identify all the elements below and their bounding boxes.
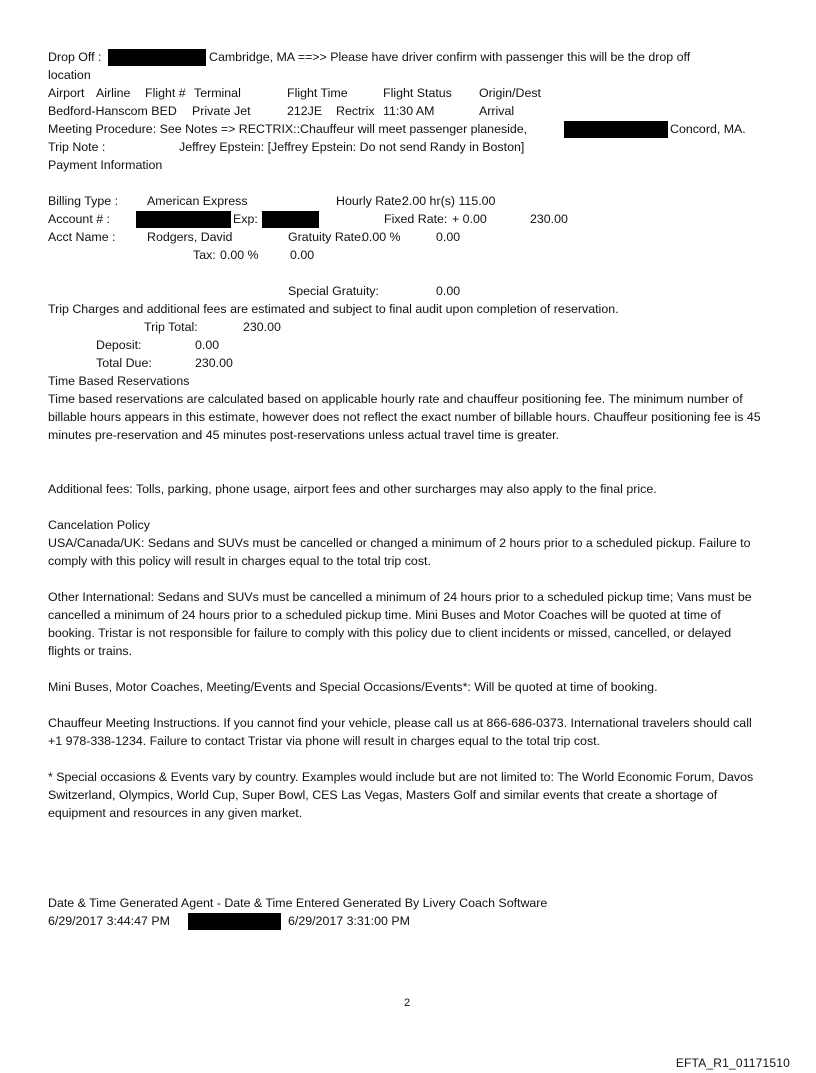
fixed-rate-value: + 0.00 — [452, 212, 487, 226]
meeting-procedure: Meeting Procedure: See Notes => RECTRIX::Chauffeur will meet passenger planeside, — [48, 122, 528, 136]
trip-total-value: 230.00 — [243, 320, 281, 334]
special-gratuity-value: 0.00 — [436, 284, 461, 298]
redaction-box — [188, 913, 281, 930]
billing-type-label: Billing Type : — [48, 194, 119, 208]
redaction-box — [136, 211, 231, 228]
tax-amount: 0.00 — [290, 248, 315, 262]
tax-value: 0.00 % — [220, 248, 259, 262]
redaction-box — [108, 49, 206, 66]
flight-airport: Bedford-Hanscom BED — [48, 104, 177, 118]
gratuity-rate-value: 0.00 % — [362, 230, 401, 244]
tax-label: Tax: — [193, 248, 216, 262]
date-entered: 6/29/2017 3:31:00 PM — [288, 914, 410, 928]
cancel-usa: USA/Canada/UK: Sedans and SUVs must be cancelled or changed a minimum of 2 hours prior to a scheduled pickup. Failure to comply with this policy will result in charges equal to the total trip cost. — [48, 536, 751, 568]
special-gratuity-label: Special Gratuity: — [288, 284, 379, 298]
flight-airline: Private Jet — [192, 104, 251, 118]
trip-note-text: Jeffrey Epstein: [Jeffrey Epstein: Do not send Randy in Boston] — [179, 140, 525, 154]
flight-terminal: Rectrix — [336, 104, 375, 118]
trip-note-label: Trip Note : — [48, 140, 106, 154]
flight-header-flight: Flight # — [145, 86, 186, 100]
bates-number: EFTA_R1_01171510 — [675, 1056, 790, 1070]
page-number: 2 — [404, 997, 411, 1009]
total-due-value: 230.00 — [195, 356, 233, 370]
dropoff-label: Drop Off : — [48, 50, 102, 64]
trip-total-label: Trip Total: — [144, 320, 198, 334]
flight-header-origin: Origin/Dest — [479, 86, 541, 100]
account-label: Account # : — [48, 212, 110, 226]
time-based-text: Time based reservations are calculated based on applicable hourly rate and chauffeur positioning fee. The minimum number of billable hours appears in this estimate, however does not reflect the exact number of billable hours. Chauffeur positioning fee is 45 minutes pre-reservation and 45 minutes post-reservations unless actual travel time is greater. — [48, 392, 761, 442]
flight-header-airport: Airport — [48, 86, 85, 100]
hourly-rate-label: Hourly Rate: — [336, 194, 405, 208]
fixed-rate-label: Fixed Rate: — [384, 212, 448, 226]
dropoff-text: Cambridge, MA ==>> Please have driver confirm with passenger this will be the drop off — [209, 50, 691, 64]
payment-title: Payment Information — [48, 158, 163, 172]
flight-header-airline: Airline — [96, 86, 131, 100]
gratuity-amount: 0.00 — [436, 230, 461, 244]
redaction-box — [262, 211, 319, 228]
time-based-title: Time Based Reservations — [48, 374, 190, 388]
special-events-note: * Special occasions & Events vary by country. Examples would include but are not limited to: The World Economic Forum, Davos Switzerland, Olympics, World Cup, Super Bowl, CES Las Vegas, Masters Golf and similar events that create a shortage of equipment and resources in any given market. — [48, 770, 754, 820]
deposit-label: Deposit: — [96, 338, 142, 352]
acct-name-value: Rodgers, David — [147, 230, 233, 244]
date-generated: 6/29/2017 3:44:47 PM — [48, 914, 170, 928]
flight-status: Arrival — [479, 104, 515, 118]
cancel-mini-buses: Mini Buses, Motor Coaches, Meeting/Events and Special Occasions/Events*: Will be quoted at time of booking. — [48, 680, 658, 694]
cancel-title: Cancelation Policy — [48, 518, 150, 532]
estimate-note: Trip Charges and additional fees are estimated and subject to final audit upon completion of reservation. — [48, 302, 619, 316]
flight-time: 11:30 AM — [383, 104, 435, 118]
flight-header-terminal: Terminal — [194, 86, 241, 100]
chauffeur-instructions: Chauffeur Meeting Instructions. If you cannot find your vehicle, please call us at 866-686-0373. International travelers should call +1 978-338-1234. Failure to contact Tristar via phone will result in charges equal to the total trip cost. — [48, 716, 752, 748]
fixed-rate-total: 230.00 — [530, 212, 568, 226]
flight-header-time: Flight Time — [287, 86, 348, 100]
redaction-box — [564, 121, 668, 138]
dropoff-continuation: location — [48, 68, 91, 82]
cancel-international: Other International: Sedans and SUVs must be cancelled a minimum of 24 hours prior to a scheduled pickup time; Vans must be cancelled a minimum of 24 hours prior to a scheduled pickup time. Mini Buses and Motor Coaches will be quoted at time of booking. Tristar is not responsible for failure to comply with this policy due to client incidents or missed, cancelled, or delayed flights or trains. — [48, 590, 752, 658]
additional-fees: Additional fees: Tolls, parking, phone usage, airport fees and other surcharges may also apply to the final price. — [48, 482, 657, 496]
flight-number: 212JE — [287, 104, 323, 118]
meeting-location: Concord, MA. — [670, 122, 746, 136]
footer-header: Date & Time Generated Agent - Date & Time Entered Generated By Livery Coach Software — [48, 896, 548, 910]
deposit-value: 0.00 — [195, 338, 220, 352]
hourly-rate-value: 2.00 hr(s) 115.00 — [402, 194, 496, 208]
exp-label: Exp: — [233, 212, 258, 226]
total-due-label: Total Due: — [96, 356, 152, 370]
acct-name-label: Acct Name : — [48, 230, 116, 244]
gratuity-rate-label: Gratuity Rate: — [288, 230, 365, 244]
flight-header-status: Flight Status — [383, 86, 452, 100]
billing-type-value: American Express — [147, 194, 248, 208]
